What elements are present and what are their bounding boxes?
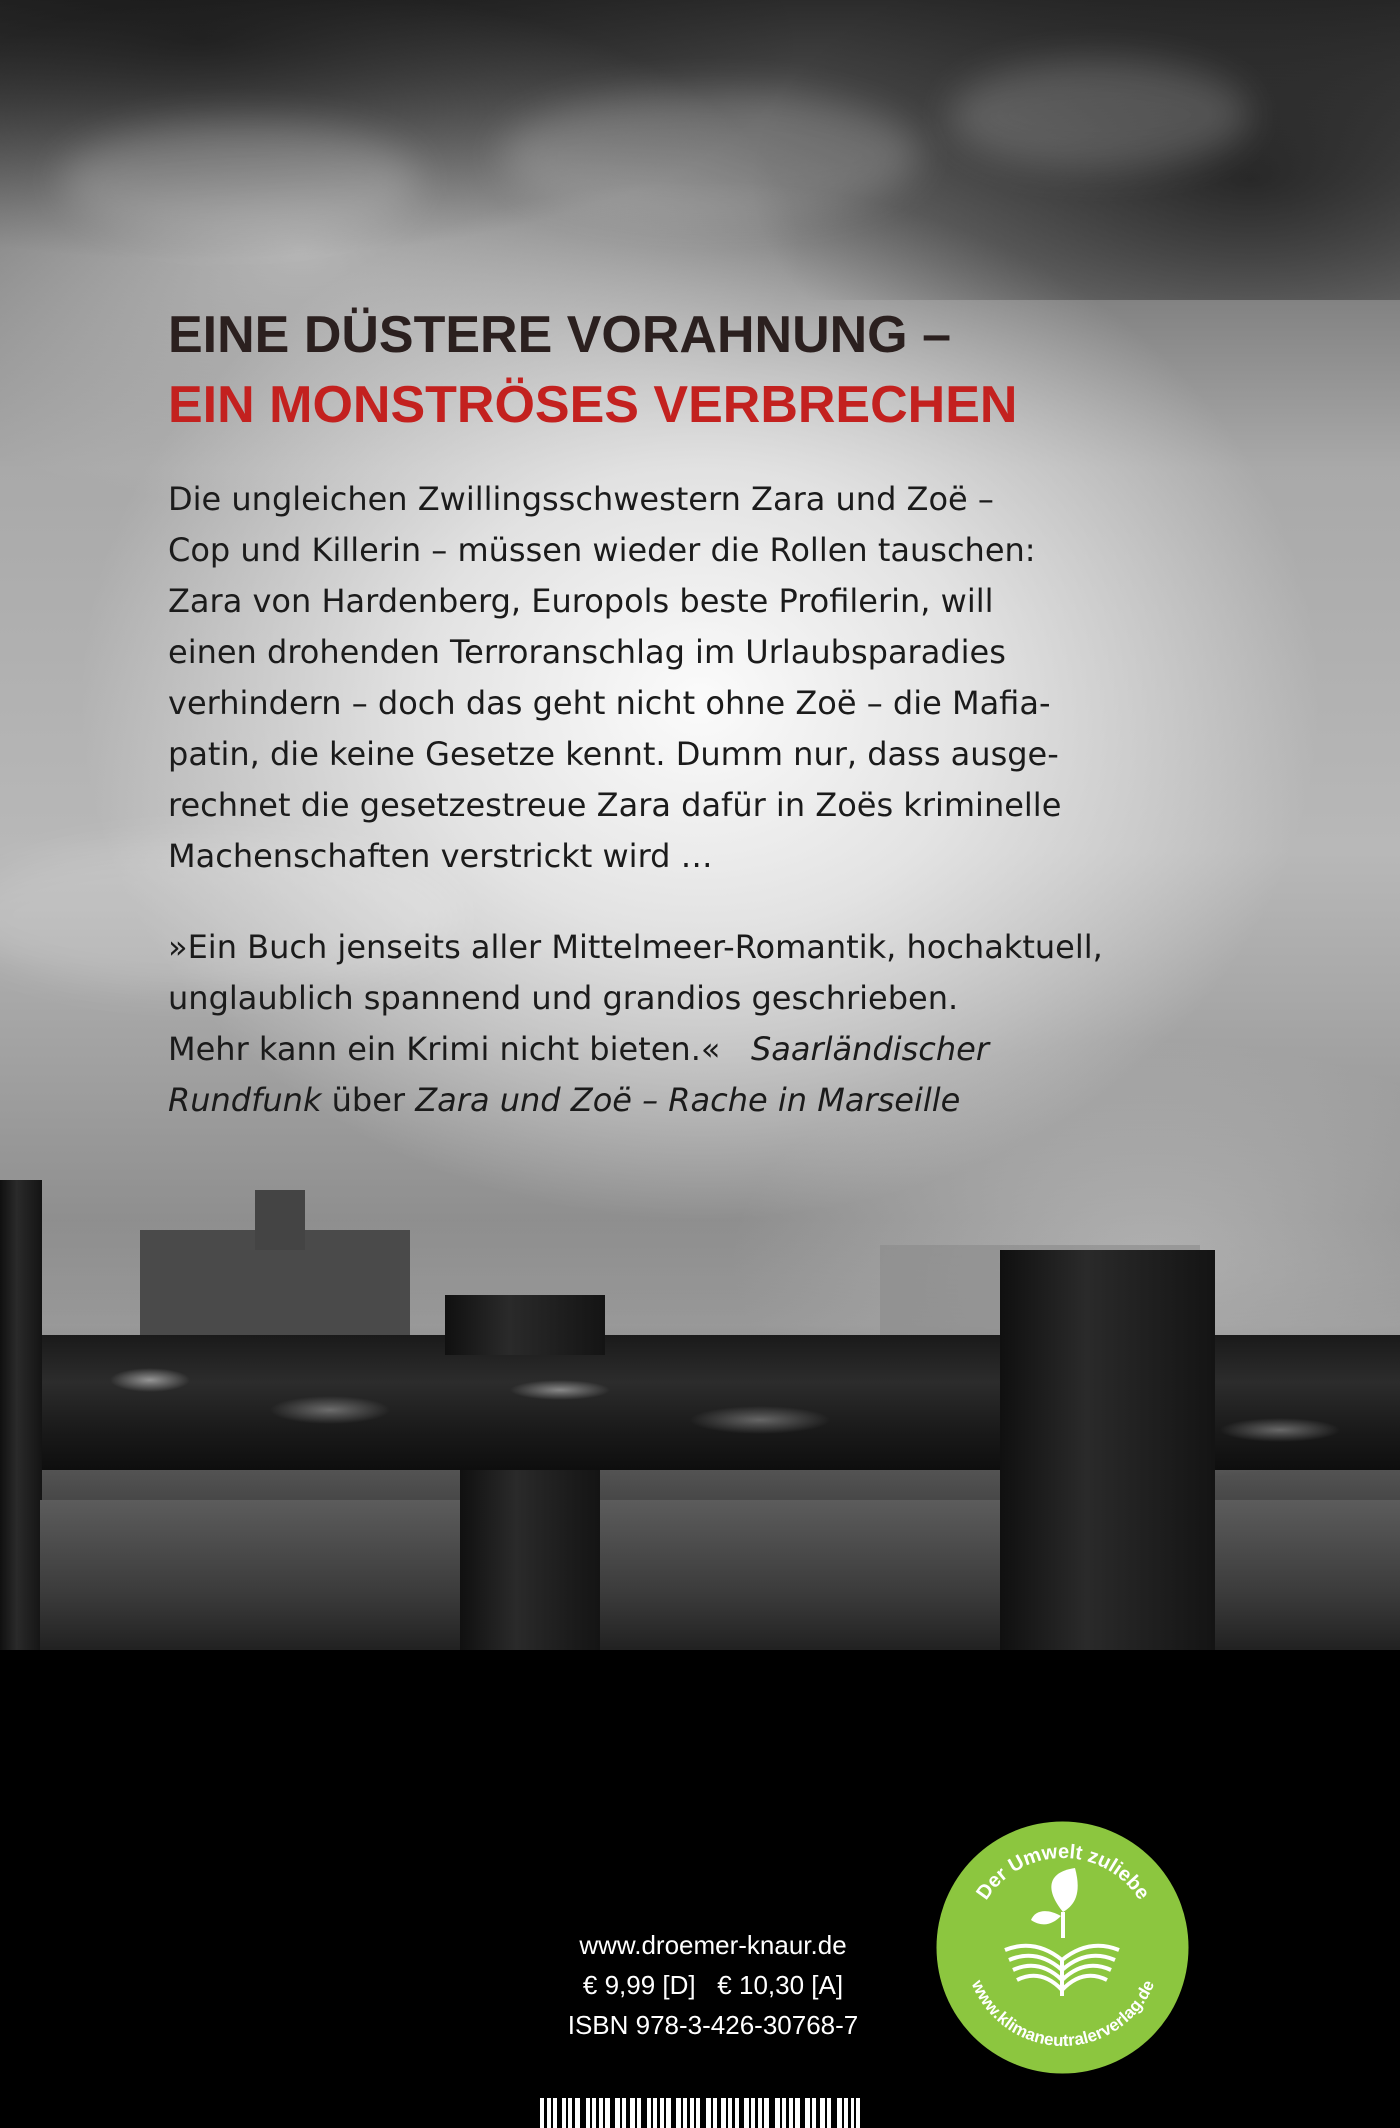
quote-source: Saarländischer (750, 1030, 990, 1068)
post-right (1000, 1250, 1215, 1650)
badge-top-text: Der Umwelt zuliebe (972, 1840, 1154, 1904)
quote-line: unglaublich spannend und grandios geschrieben. (168, 979, 959, 1017)
post-center-cap (445, 1295, 605, 1355)
quote-line (168, 1024, 1258, 1075)
isbn-label: ISBN 978-3-426-30768-7 (567, 2010, 859, 2040)
headline (168, 300, 1268, 440)
quote-connector: über (321, 1081, 416, 1119)
quote-source: Rundfunk (168, 1081, 322, 1119)
headline-line-1: EINE DÜSTERE VORAHNUNG – (168, 306, 951, 364)
quote-line-text: Mehr kann ein Krimi nicht bieten.« (168, 1030, 721, 1068)
cloud-shape (950, 60, 1250, 170)
climate-neutral-badge (935, 1820, 1190, 2075)
cloud-shape (60, 120, 420, 240)
headline-line-2: EIN MONSTRÖSES VERBRECHEN (168, 376, 1018, 434)
quote-book-title: Zara und Zoë – Rache in Marseille (415, 1081, 961, 1119)
cloud-shape (500, 90, 920, 220)
publisher-url: www.droemer-knaur.de (579, 1930, 847, 1960)
quote-line (168, 1075, 1258, 1126)
quote-line: »Ein Buch jenseits aller Mittelmeer-Romantik, hochaktuell, (168, 928, 1103, 966)
review-quote (168, 922, 1258, 1126)
blurb-text: Die ungleichen Zwillingsschwestern Zara und Zoë – Cop und Killerin – müssen wieder die Rollen tauschen: Zara von Hardenberg, Europols beste Profilerin, will einen drohenden Terroranschlag im Urlaubsparadies verhindern – doch das geht nicht ohne Zoë – die Mafia- patin, die keine Gesetze kennt. Dumm nur, dass ausge- rechnet die gesetzestreue Zara dafür in Zoës kriminelle Machenschaften verstrickt wird … (168, 480, 1062, 875)
dark-ground (0, 1650, 1400, 2128)
window-opening (1215, 1500, 1400, 1660)
publisher-info (548, 1925, 878, 2045)
price-label: € 9,99 [D] € 10,30 [A] (582, 1970, 844, 2000)
post-center (460, 1470, 600, 1650)
badge-bottom-text: www.klimaneutralerverlag.de (967, 1977, 1159, 2051)
window-opening (40, 1500, 460, 1660)
post-left (0, 1180, 42, 1660)
window-opening (600, 1500, 1000, 1660)
barcode (540, 2098, 860, 2128)
building-silhouette (255, 1190, 305, 1250)
